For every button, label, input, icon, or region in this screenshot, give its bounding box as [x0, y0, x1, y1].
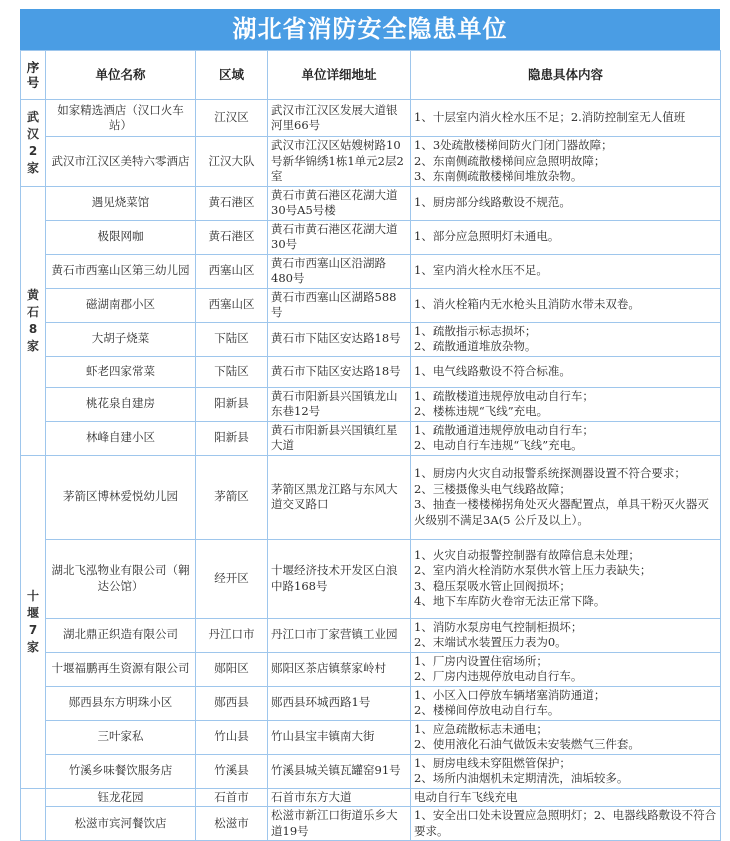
unit-address: 十堰经济技术开发区白浪中路168号 — [268, 539, 411, 618]
hazard-issue-line: 1、厂房内设置住宿场所； — [414, 653, 548, 668]
group-label: 十堰7家 — [21, 455, 46, 788]
hazard-issues — [411, 421, 721, 455]
hazard-issue-line: 1、火灾自动报警控制器有故障信息未处理； — [414, 547, 640, 562]
hazard-issue-line: 1、安全出口处未设置应急照明灯；2、电器线路敷设不符合要求。 — [414, 808, 717, 838]
column-header-no: 序号 — [21, 51, 46, 100]
hazard-issue-line: 2、三楼摄像头电气线路故障； — [414, 481, 571, 496]
unit-address: 黄石市黄石港区花湖大道30号 — [268, 220, 411, 254]
hazard-issue-line: 1、小区入口停放车辆堵塞消防通道； — [414, 687, 606, 702]
hazard-issue-line: 2、厂房内违规停放电动自行车。 — [414, 669, 583, 683]
hazard-issue-line: 1、室内消火栓水压不足。 — [414, 263, 548, 278]
unit-address: 竹溪县城关镇瓦罐窑91号 — [268, 754, 411, 788]
unit-address: 松滋市新江口街道乐乡大道19号 — [268, 807, 411, 841]
hazard-issue-line: 3、稳压泵吸水管止回阀损坏； — [414, 578, 571, 593]
table-row — [21, 720, 721, 754]
table-row — [21, 455, 721, 539]
hazard-issues — [411, 754, 721, 788]
hazard-issue-line: 1、消防水泵房电气控制柜损坏； — [414, 619, 583, 634]
unit-address: 黄石市黄石港区花湖大道30号A5号楼 — [268, 186, 411, 220]
table-row — [21, 539, 721, 618]
unit-name: 郧西县东方明珠小区 — [46, 686, 196, 720]
hazard-issues — [411, 387, 721, 421]
table-row — [21, 288, 721, 322]
unit-area: 经开区 — [196, 539, 268, 618]
unit-address: 竹山县宝丰镇南大街 — [268, 720, 411, 754]
page — [20, 9, 720, 841]
page-title: 湖北省消防安全隐患单位 — [20, 9, 720, 50]
column-header-area: 区域 — [196, 51, 268, 100]
hazard-issue-line: 2、使用液化石油气做饭未安装燃气三件套。 — [414, 737, 640, 751]
unit-address: 黄石市阳新县兴国镇红星大道 — [268, 421, 411, 455]
hazard-issue-line: 1、应急疏散标志未通电； — [414, 721, 548, 736]
hazard-issues — [411, 100, 721, 137]
table-row — [21, 322, 721, 356]
unit-name: 大胡子烧菜 — [46, 322, 196, 356]
table-row — [21, 100, 721, 137]
hazard-issue-line: 2、末端试水装置压力表为0。 — [414, 635, 567, 649]
hazard-issue-line: 1、疏散指示标志损坏； — [414, 323, 537, 338]
unit-address: 武汉市江汉区发展大道银河里66号 — [268, 100, 411, 137]
unit-area: 黄石港区 — [196, 220, 268, 254]
unit-area: 郧阳区 — [196, 652, 268, 686]
unit-name: 三叶家私 — [46, 720, 196, 754]
hazard-issue-line: 2、场所内油烟机未定期清洗，油垢较多。 — [414, 771, 629, 785]
unit-area: 松滋市 — [196, 807, 268, 841]
hazard-issues — [411, 254, 721, 288]
table-row — [21, 387, 721, 421]
hazard-issue-line: 1、厨房部分线路敷设不规范。 — [414, 195, 571, 210]
unit-area: 竹溪县 — [196, 754, 268, 788]
group-label: 武汉2家 — [21, 100, 46, 187]
hazard-table — [20, 50, 721, 841]
unit-area: 下陆区 — [196, 356, 268, 387]
table-row — [21, 807, 721, 841]
unit-name: 竹溪乡味餐饮服务店 — [46, 754, 196, 788]
hazard-issue-line: 1、疏散楼道违规停放电动自行车； — [414, 388, 594, 403]
unit-area: 下陆区 — [196, 322, 268, 356]
unit-area: 石首市 — [196, 788, 268, 807]
unit-area: 江汉大队 — [196, 137, 268, 187]
unit-address: 郧阳区茶店镇蔡家岭村 — [268, 652, 411, 686]
unit-address: 武汉市江汉区姑嫂树路10号新华锦绣1栋1单元2层2室 — [268, 137, 411, 187]
unit-name: 湖北鼎正织造有限公司 — [46, 618, 196, 652]
hazard-issue-line: 1、十层室内消火栓水压不足；2.消防控制室无人值班 — [414, 110, 686, 125]
column-header-address: 单位详细地址 — [268, 51, 411, 100]
hazard-issues — [411, 539, 721, 618]
hazard-issues — [411, 618, 721, 652]
hazard-issues — [411, 788, 721, 807]
hazard-issues — [411, 186, 721, 220]
hazard-issue-line: 4、地下车库防火卷帘无法正常下降。 — [414, 594, 606, 608]
hazard-issue-line: 2、东南侧疏散楼梯间应急照明故障； — [414, 153, 606, 168]
hazard-issue-line: 1、电气线路敷设不符合标准。 — [414, 363, 571, 378]
hazard-issue-line: 3、东南侧疏散楼梯间堆放杂物。 — [414, 169, 583, 183]
unit-area: 江汉区 — [196, 100, 268, 137]
unit-area: 阳新县 — [196, 421, 268, 455]
table-row — [21, 788, 721, 807]
table-row — [21, 137, 721, 187]
unit-name: 钰龙花园 — [46, 788, 196, 807]
hazard-issue-line: 1、部分应急照明灯未通电。 — [414, 229, 560, 244]
unit-address: 茅箭区黑龙江路与东风大道交叉路口 — [268, 455, 411, 539]
unit-name: 湖北飞泓物业有限公司（翱达公馆） — [46, 539, 196, 618]
group-label: 黄石8家 — [21, 186, 46, 455]
unit-name: 桃花泉自建房 — [46, 387, 196, 421]
hazard-issues — [411, 356, 721, 387]
unit-address: 黄石市下陆区安达路18号 — [268, 322, 411, 356]
hazard-issue-line: 电动自行车飞线充电 — [414, 789, 518, 804]
hazard-issues — [411, 686, 721, 720]
unit-address: 郧西县环城西路1号 — [268, 686, 411, 720]
unit-address: 丹江口市丁家营镇工业园 — [268, 618, 411, 652]
hazard-issues — [411, 807, 721, 841]
unit-name: 如家精选酒店（汉口火车站） — [46, 100, 196, 137]
unit-name: 虾老四家常菜 — [46, 356, 196, 387]
unit-address: 石首市东方大道 — [268, 788, 411, 807]
hazard-issue-line: 1、厨房电线未穿阻燃管保护； — [414, 755, 571, 770]
table-row — [21, 754, 721, 788]
hazard-issue-line: 2、疏散通道堆放杂物。 — [414, 339, 537, 353]
table-header-row — [21, 51, 721, 100]
unit-name: 黄石市西塞山区第三幼儿园 — [46, 254, 196, 288]
hazard-issue-line: 1、消火栓箱内无水枪头且消防水带未双卷。 — [414, 297, 640, 312]
hazard-issues — [411, 455, 721, 539]
unit-area: 黄石港区 — [196, 186, 268, 220]
unit-area: 西塞山区 — [196, 254, 268, 288]
table-row — [21, 618, 721, 652]
unit-area: 茅箭区 — [196, 455, 268, 539]
unit-name: 松滋市宾河餐饮店 — [46, 807, 196, 841]
unit-name: 茅箭区博林爱悦幼儿园 — [46, 455, 196, 539]
table-row — [21, 254, 721, 288]
unit-name: 林峰自建小区 — [46, 421, 196, 455]
table-row — [21, 356, 721, 387]
column-header-name: 单位名称 — [46, 51, 196, 100]
unit-area: 西塞山区 — [196, 288, 268, 322]
table-row — [21, 421, 721, 455]
unit-area: 丹江口市 — [196, 618, 268, 652]
unit-name: 遇见烧菜馆 — [46, 186, 196, 220]
hazard-issue-line: 1、3处疏散楼梯间防火门闭门器故障； — [414, 138, 613, 152]
unit-name: 磁湖南郡小区 — [46, 288, 196, 322]
table-row — [21, 686, 721, 720]
unit-area: 郧西县 — [196, 686, 268, 720]
hazard-issue-line: 2、楼栋违规“飞线”充电。 — [414, 404, 549, 418]
unit-area: 阳新县 — [196, 387, 268, 421]
hazard-issues — [411, 720, 721, 754]
hazard-issue-line: 1、疏散通道违规停放电动自行车； — [414, 422, 594, 437]
table-row — [21, 186, 721, 220]
hazard-issues — [411, 322, 721, 356]
unit-address: 黄石市西塞山区沿湖路480号 — [268, 254, 411, 288]
hazard-issue-line: 2、楼梯间停放电动自行车。 — [414, 703, 560, 717]
hazard-issues — [411, 137, 721, 187]
unit-address: 黄石市下陆区安达路18号 — [268, 356, 411, 387]
table-row — [21, 220, 721, 254]
group-label — [21, 788, 46, 841]
table-row — [21, 652, 721, 686]
unit-area: 竹山县 — [196, 720, 268, 754]
column-header-issues: 隐患具体内容 — [411, 51, 721, 100]
unit-name: 武汉市江汉区美特六零酒店 — [46, 137, 196, 187]
hazard-issue-line: 1、厨房内火灾自动报警系统探测器设置不符合要求； — [414, 466, 686, 480]
hazard-issue-line: 3、抽查一楼楼梯拐角处灭火器配置点，单具干粉灭火器灭火级别不满足3A(5 公斤及以上）。 — [414, 497, 709, 527]
hazard-issue-line: 2、室内消火栓消防水泵供水管上压力表缺失； — [414, 563, 652, 577]
unit-address: 黄石市阳新县兴国镇龙山东巷12号 — [268, 387, 411, 421]
unit-name: 十堰福鹏再生资源有限公司 — [46, 652, 196, 686]
hazard-issue-line: 2、电动自行车违规“飞线”充电。 — [414, 438, 583, 452]
unit-name: 极限网咖 — [46, 220, 196, 254]
unit-address: 黄石市西塞山区湖路588号 — [268, 288, 411, 322]
hazard-issues — [411, 220, 721, 254]
hazard-issues — [411, 288, 721, 322]
hazard-issues — [411, 652, 721, 686]
